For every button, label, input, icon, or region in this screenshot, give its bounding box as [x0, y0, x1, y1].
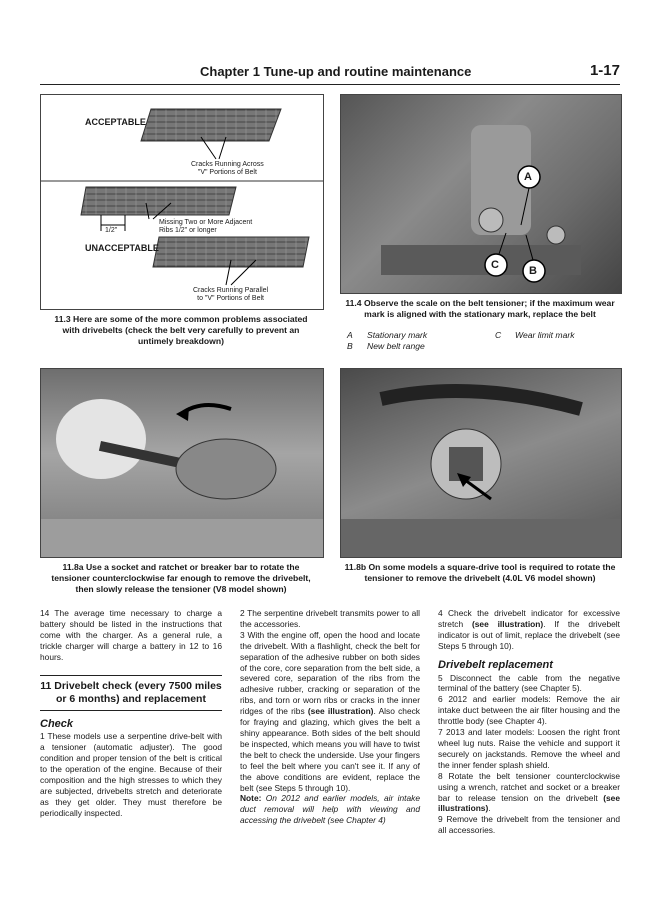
- paragraph-5: 5 Disconnect the cable from the negative terminal of the battery (see Chapter 5).: [438, 672, 620, 694]
- figure-11-8a: [40, 368, 324, 558]
- paragraph-9: 9 Remove the drivebelt from the tensioner and all accessories.: [438, 814, 620, 836]
- tensioner-photo: [341, 95, 621, 293]
- paragraph-4: 4 Check the drivebelt indicator for excessive stretch (see illustration). If the drivebelt indicator is out of limit, replace the drivebelt (see Steps 5 through 10).: [438, 608, 620, 651]
- label-half-inch: 1/2": [105, 227, 118, 234]
- ratchet-tensioner-photo: [41, 369, 323, 557]
- label-missing-ribs: Missing Two or More Adjacent Ribs 1/2" or longer: [159, 219, 253, 234]
- belt-problems-illustration: [41, 95, 323, 309]
- subheading-check: Check: [40, 717, 74, 730]
- header-rule: [40, 84, 620, 85]
- paragraph-1: 1 These models use a serpentine drive-belt with a tensioner (automatic adjuster). The good condition and proper tension of the belt is critical to the operation of the engine. Because of their composition and the high stresses to which they are subjected, drivebelts stretch and deteriorate as they get older. They must therefore be periodically inspected.: [40, 731, 222, 818]
- label-unacceptable: UNACCEPTABLE: [85, 243, 159, 253]
- paragraph-6: 6 2012 and earlier models: Remove the air intake duct between the air filter housing and the throttle body (see Chapter 4).: [438, 694, 620, 727]
- callout-c: C: [491, 259, 499, 271]
- label-cracks-parallel: Cracks Running Parallel to "V" Portions of Belt: [193, 287, 269, 302]
- page-number: 1-17: [589, 62, 620, 79]
- caption-11-8a: 11.8a Use a socket and ratchet or breaker bar to rotate the tensioner counterclockwise far enough to remove the drivebelt, then slowly release the tensioner (V8 model shown): [51, 562, 311, 594]
- figure-11-4: [340, 94, 622, 294]
- paragraph-7: 7 2013 and later models: Loosen the right front wheel lug nuts. Raise the vehicle and support it securely on jackstands. Remove the wheel and the inner fender splash shield.: [438, 727, 620, 770]
- label-cracks-across: Cracks Running Across "V" Portions of Belt: [191, 161, 264, 176]
- legend-a-key: A: [347, 330, 353, 340]
- legend-c-key: C: [495, 330, 502, 340]
- caption-11-8b: 11.8b On some models a square-drive tool is required to rotate the tensioner to remove the drivebelt (4.0L V6 model shown): [344, 562, 616, 583]
- paragraph-2: 2 The serpentine drivebelt transmits power to all the accessories.: [240, 608, 420, 629]
- legend-b-key: B: [347, 341, 353, 351]
- paragraph-14: 14 The average time necessary to charge a battery should be listed in the instructions that come with the charger. As a general rule, a trickle charger will charge a battery in 12 to 16 hours.: [40, 608, 222, 662]
- callout-b: B: [529, 265, 537, 277]
- legend-b: New belt range: [367, 341, 425, 351]
- paragraph-3: 3 With the engine off, open the hood and locate the drivebelt. With a flashlight, check the belt for separation of the adhesive rubber on both sides of the core, core separation from the belt side, a severed core, separation of the ribs from the adhesive rubber, cracking or separation of the ribs, and torn or worn ribs or cracks in the inner ridges of the ribs (see illustration). Also check for fraying and glazing, which gives the belt a shiny appearance. Both sides of the belt should be inspected, which means you will have to twist the belt to check the underside. Use your fingers to feel the belt where you can't see it. If any of the above conditions are evident, replace the belt (see Steps 5 through 10).: [240, 629, 420, 793]
- square-drive-tool-photo: [341, 369, 621, 557]
- figure-11-3: [40, 94, 324, 310]
- section-heading-11: 11 Drivebelt check (every 7500 miles or 6 months) and replacement: [40, 675, 222, 711]
- figure-11-8b: [340, 368, 622, 558]
- caption-11-4: 11.4 Observe the scale on the belt tensioner; if the maximum wear mark is aligned with the stationary mark, replace the belt: [345, 298, 615, 319]
- text-column-3: [438, 608, 620, 836]
- subheading-drivebelt-replacement: Drivebelt replacement: [438, 658, 553, 671]
- callout-a: A: [524, 171, 532, 183]
- paragraph-8: 8 Rotate the belt tensioner counterclockwise using a wrench, ratchet and socket or a breaker bar to release tension on the drivebelt (see illustrations).: [438, 770, 620, 814]
- note: Note: On 2012 and earlier models, air intake duct removal will help with viewing and accessing the drivebelt (see Chapter 4): [240, 793, 420, 826]
- text-column-2: [240, 608, 420, 826]
- text-column-1: [40, 608, 222, 819]
- label-acceptable: ACCEPTABLE: [85, 117, 146, 127]
- legend-c: Wear limit mark: [515, 330, 575, 340]
- chapter-title: Chapter 1 Tune-up and routine maintenance: [200, 64, 472, 79]
- caption-11-3: 11.3 Here are some of the more common problems associated with drivebelts (check the belt very carefully to prevent an untimely breakdown): [54, 314, 308, 346]
- legend-a: Stationary mark: [367, 330, 428, 340]
